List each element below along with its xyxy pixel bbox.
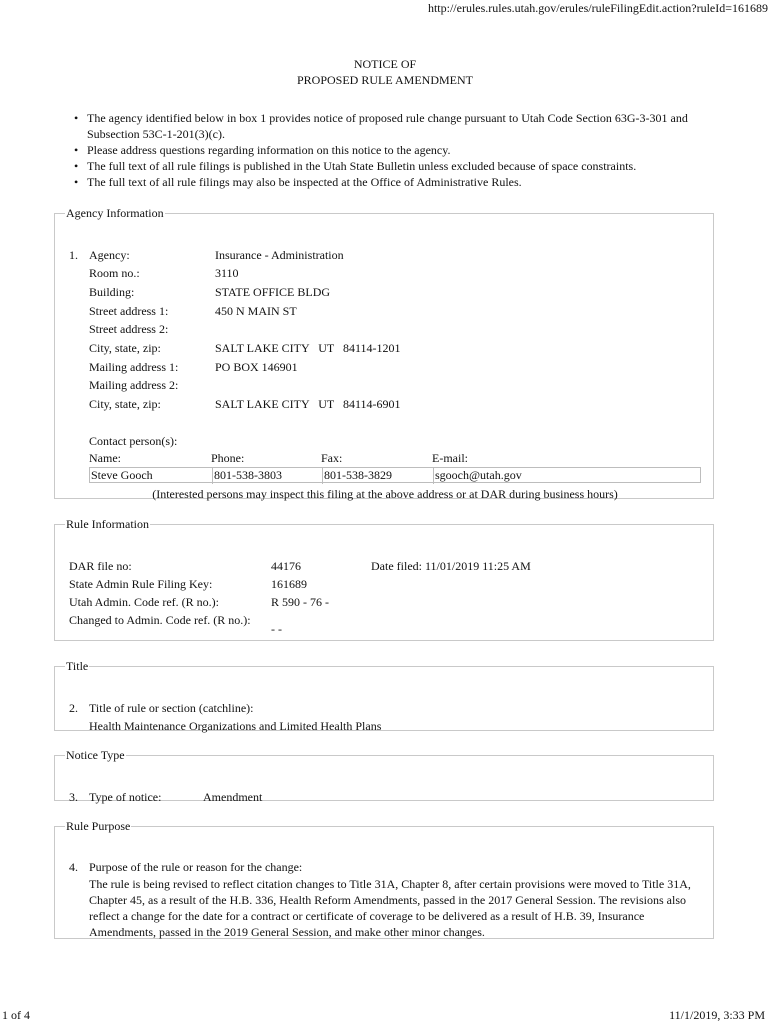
page-title <box>0 56 770 88</box>
field-label: City, state, zip: <box>89 396 161 411</box>
field-value: STATE OFFICE BLDG <box>215 284 331 299</box>
field-value: SALT LAKE CITY UT 84114-1201 <box>215 340 401 355</box>
contact-header-phone: Phone: <box>211 450 245 465</box>
intro-item: • The agency identified below in box 1 provides notice of proposed rule change pursuant to Utah Code Section 63G-3-301 and Subsection 53C-1-201(3)(c). <box>69 110 719 142</box>
print-datetime: 11/1/2019, 3:33 PM <box>669 1008 765 1023</box>
notice-value: Amendment <box>203 789 263 804</box>
code-ref-value: R 590 - 76 - <box>271 594 329 609</box>
purpose-text: The rule is being revised to reflect citation changes to Title 31A, Chapter 8, after certain provisions were moved to Title 31A, Chapter 45, as a result of the H.B. 336, Health Reform Amendments, passed in the 2017 General Session. The revisions also reflect a change for the date for a contract or certificate of coverage to be delivered as a result of H.B. 39, Insurance Amendments, passed in the 2019 General Session, and make other minor changes. <box>89 876 691 939</box>
intro-list <box>69 110 719 190</box>
field-value: Insurance - Administration <box>215 247 344 262</box>
contact-row <box>89 467 701 483</box>
rule-purpose-box <box>54 819 714 939</box>
field-label: Mailing address 1: <box>89 359 179 374</box>
agency-num: 1. <box>69 247 78 262</box>
contact-fax: 801-538-3829 <box>322 468 433 484</box>
agency-info-legend: Agency Information <box>66 206 164 220</box>
dar-label: DAR file no: <box>69 558 132 573</box>
contact-name: Steve Gooch <box>91 467 153 482</box>
field-label: Agency: <box>89 247 130 262</box>
title-box <box>54 659 714 731</box>
contact-header-name: Name: <box>89 450 121 465</box>
field-value: SALT LAKE CITY UT 84114-6901 <box>215 396 401 411</box>
notice-label: Type of notice: <box>89 789 162 804</box>
contact-phone: 801-538-3803 <box>212 468 322 484</box>
field-value: 3110 <box>215 265 239 280</box>
rule-purpose-legend: Rule Purpose <box>66 819 131 833</box>
contact-header-fax: Fax: <box>321 450 343 465</box>
changed-ref-label: Changed to Admin. Code ref. (R no.): <box>69 612 251 627</box>
title-line-2: PROPOSED RULE AMENDMENT <box>296 73 473 87</box>
field-value: 450 N MAIN ST <box>215 303 297 318</box>
contact-header-email: E-mail: <box>432 450 468 465</box>
title-value: Health Maintenance Organizations and Limited Health Plans <box>89 718 382 733</box>
contact-email: sgooch@utah.gov <box>433 468 702 484</box>
field-label: Room no.: <box>89 265 140 280</box>
field-value: PO BOX 146901 <box>215 359 298 374</box>
field-label: Building: <box>89 284 135 299</box>
page-number: 1 of 4 <box>2 1008 30 1023</box>
page-url: http://erules.rules.utah.gov/erules/ruleFilingEdit.action?ruleId=161689 <box>427 1 768 15</box>
field-label: Mailing address 2: <box>89 377 179 392</box>
title-label: Title of rule or section (catchline): <box>89 700 254 715</box>
agency-info-box <box>54 206 714 499</box>
intro-item: • The full text of all rule filings may also be inspected at the Office of Administrative Rules. <box>69 174 719 190</box>
field-label: City, state, zip: <box>89 340 161 355</box>
inspection-note: (Interested persons may inspect this filing at the above address or at DAR during business hours) <box>152 486 618 501</box>
field-label: Street address 1: <box>89 303 169 318</box>
filing-key-label: State Admin Rule Filing Key: <box>69 576 213 591</box>
dar-value: 44176 <box>271 558 301 573</box>
field-label: Street address 2: <box>89 321 169 336</box>
notice-num: 3. <box>69 789 78 804</box>
rule-info-box <box>54 517 714 641</box>
purpose-label: Purpose of the rule or reason for the change: <box>89 859 303 874</box>
changed-ref-value: - - <box>271 621 282 636</box>
filing-key-value: 161689 <box>271 576 307 591</box>
notice-type-box <box>54 748 714 804</box>
intro-item: • The full text of all rule filings is published in the Utah State Bulletin unless excluded because of space constraints. <box>69 158 719 174</box>
title-legend: Title <box>66 659 89 673</box>
rule-info-legend: Rule Information <box>66 517 149 531</box>
purpose-num: 4. <box>69 859 78 874</box>
code-ref-label: Utah Admin. Code ref. (R no.): <box>69 594 219 609</box>
title-line-1: NOTICE OF <box>353 57 417 71</box>
contact-header <box>89 451 701 467</box>
intro-item: • Please address questions regarding information on this notice to the agency. <box>69 142 719 158</box>
date-filed: Date filed: 11/01/2019 11:25 AM <box>371 558 531 573</box>
notice-type-legend: Notice Type <box>66 748 125 762</box>
title-num: 2. <box>69 700 78 715</box>
contact-label: Contact person(s): <box>89 433 178 448</box>
